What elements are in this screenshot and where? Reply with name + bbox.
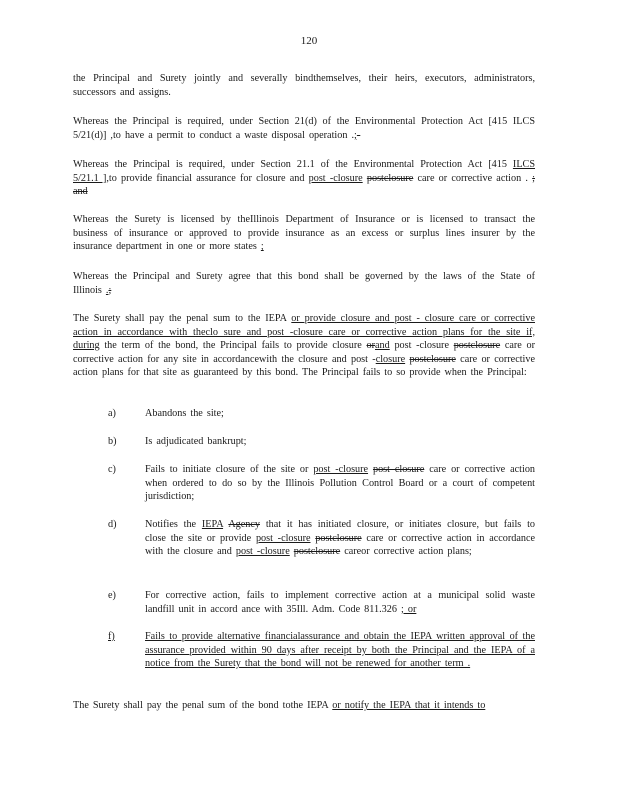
text-run: care or corrective action plans for that site as guaranteed by this bond. The Principal fails to so provide when the Principal: <box>73 353 535 379</box>
text-run: Fails to initiate closure of the site or <box>145 464 314 475</box>
condition-label-b: b) <box>108 436 117 447</box>
paragraph-surety-obligation <box>73 312 535 380</box>
condition-text-b <box>145 435 535 449</box>
inserted-text: and <box>375 340 390 352</box>
inserted-text: post -closure <box>313 464 369 475</box>
paragraph-surety-pay-closing <box>73 699 535 713</box>
condition-text-a <box>145 407 535 421</box>
paragraph-whereas-governing-law <box>73 270 535 297</box>
text-run: the term of the bond, the Principal fails to provide closure <box>99 340 367 352</box>
inserted-text: Fails to provide alternative financialassurance and obtain the IEPA written approval of the assurance provided within 90 days after receipt by both the Principal and the IEPA of a notice from the Surety that the bond will not be renewed for another term . <box>145 631 535 670</box>
inserted-text: ILCS 5/21.1 ] <box>73 159 535 184</box>
inserted-text: closure <box>375 353 406 365</box>
struck-text: postclosure <box>293 546 341 558</box>
condition-label-f: f) <box>108 631 115 642</box>
struck-text: or <box>366 340 375 352</box>
struck-text: Agency <box>228 519 260 530</box>
struck-text: postclosure <box>453 340 501 352</box>
text-run: care or corrective action when ordered to do so by the Illinois Pollution Control Board or a court of competent jurisdiction; <box>145 464 536 503</box>
text-run: Whereas the Principal is required, under Section 21.1 of the Environmental Protection Act [415 <box>73 159 513 170</box>
text-run: post -closure <box>389 340 454 352</box>
struck-text: post closure <box>372 464 425 475</box>
struck-text: - <box>356 129 361 141</box>
inserted-text: or provide closure and post - closure care or corrective action in accordance with theclo sure and post -closure care or corrective action plans for the site if, during <box>73 313 535 352</box>
struck-text: postclosure <box>409 353 456 365</box>
text-run: Abandons the site; <box>145 408 224 419</box>
text-run: Notifies the <box>145 519 202 530</box>
condition-label-d: d) <box>108 519 117 530</box>
text-run: For corrective action, fails to implement corrective action at a municipal solid waste landfill unit in accord ance with 35Ill. Adm. Code 811.326 <box>145 590 535 615</box>
condition-text-e <box>145 589 535 616</box>
text-run: careor corrective action plans; <box>340 546 472 558</box>
condition-label-a: a) <box>108 408 116 419</box>
page-number: 120 <box>300 35 318 47</box>
inserted-text: IEPA <box>201 519 224 530</box>
inserted-text: ; or <box>400 603 417 615</box>
text-run: Whereas the Principal and Surety agree that this bond shall be governed by the laws of the State of Illinois <box>73 271 535 296</box>
inserted-text: ; <box>354 129 357 141</box>
text-run: Whereas the Principal is required, under Section 21(d) of the Environmental Protection Act [415 ILCS 5/21(d)] ,to have a permit to conduct a waste disposal operation . <box>73 116 535 141</box>
inserted-text: post -closure <box>255 532 311 544</box>
inserted-text: post -closure <box>308 172 363 184</box>
condition-label-c: c) <box>108 464 116 475</box>
inserted-text: . <box>105 284 109 296</box>
inserted-text: post -closure <box>235 546 290 558</box>
inserted-text: or notify the IEPA that it intends to <box>332 700 486 711</box>
struck-text: ; <box>108 284 112 296</box>
paragraph-whereas-surety-licensed <box>73 213 535 254</box>
paragraph-whereas-permit <box>73 115 535 142</box>
paragraph-whereas-financial-assurance <box>73 158 535 199</box>
condition-text-d <box>145 518 535 559</box>
text-run: care or corrective action in accordance with the closure and <box>145 532 536 558</box>
text-run: ,to provide financial assurance for closure and <box>106 172 309 184</box>
struck-text: ; and <box>73 172 535 198</box>
condition-text-c <box>145 463 535 504</box>
text-run: that it has initiated closure, or initiates closure, but fails to close the site or provide <box>145 519 536 544</box>
text-run: Whereas the Surety is licensed by theIllinois Department of Insurance or is licensed to transact the business of insurance or approved to provide insurance as an excess or surplus lines insurer by the insurance department in one or more states <box>73 214 535 253</box>
paragraph-bind-parties <box>73 72 535 99</box>
struck-text: postclosure <box>315 532 362 544</box>
text-run: care or corrective action . <box>413 172 533 184</box>
text-run: Is adjudicated bankrupt; <box>145 436 247 447</box>
text-run: care or corrective action for any site in accordancewith the closure and post - <box>73 340 535 365</box>
inserted-text: ; <box>260 241 264 253</box>
condition-text-f <box>145 630 535 671</box>
text-run: the Principal and Surety jointly and severally bindthemselves, their heirs, executors, administrators, successors and assigns. <box>73 73 535 98</box>
condition-label-e: e) <box>108 590 116 601</box>
text-run: The Surety shall pay the penal sum to the IEPA <box>73 313 292 324</box>
text-run: The Surety shall pay the penal sum of the bond tothe IEPA <box>73 700 333 711</box>
struck-text: postclosure <box>366 172 414 184</box>
